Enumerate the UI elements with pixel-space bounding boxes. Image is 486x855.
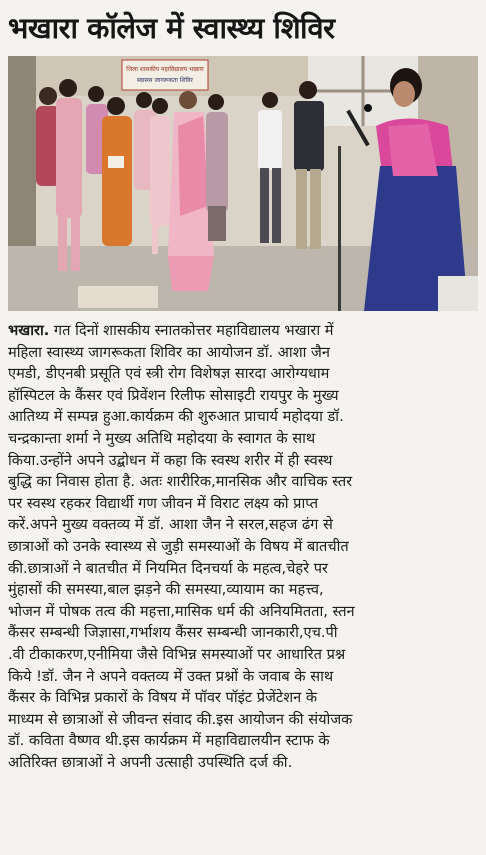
article-line: एमडी, डीएनबी प्रसूति एवं स्त्री रोग विशेषज्ञ सारदा आरोग्यधाम xyxy=(8,365,330,383)
article-line: कैंसर सम्बन्धी जिज्ञासा,गर्भाशय कैंसर सम्बन्धी जानकारी,एच.पी xyxy=(8,624,338,642)
article-line: पर स्वस्थ रहकर विद्यार्थी गण जीवन में विराट लक्ष्य को प्राप्त xyxy=(8,494,319,512)
article-line: महिला स्वास्थ्य जागरूकता शिविर का आयोजन डॉ. आशा जैन xyxy=(8,343,330,361)
article-line: चन्द्रकान्ता शर्मा ने मुख्य अतिथि महोदया के स्वागत के साथ xyxy=(8,429,316,447)
article-line: कैंसर के विभिन्न प्रकारों के विषय में पॉवर पॉइंट प्रेजेंटेशन के xyxy=(8,689,318,707)
article-line: डॉ. कविता वैष्णव थी.इस कार्यक्रम में महाविद्यालयीन स्टाफ के xyxy=(8,732,330,750)
article-line: अतिरिक्त छात्राओं ने अपनी उत्साही उपस्थिति दर्ज की. xyxy=(8,753,293,771)
news-photo xyxy=(8,56,478,311)
article-line: हॉस्पिटल के कैंसर एवं प्रिवेंशन रिलीफ सोसाइटी रायपुर के मुख्य xyxy=(8,386,339,404)
article-line: मुंहासों की समस्या,बाल झड़ने की समस्या,व्यायाम का महत्त्व, xyxy=(8,581,324,599)
article-line: बुद्धि का निवास होता है. अतः शारीरिक,मानसिक और वाचिक स्तर xyxy=(8,473,353,491)
article-line: .वी टीकाकरण,एनीमिया जैसे विभिन्न समस्याओं पर आधारित प्रश्न xyxy=(8,645,346,663)
article-line xyxy=(8,320,478,342)
article-headline: भखारा कॉलेज में स्वास्थ्य शिविर xyxy=(8,11,335,45)
banner-subtext: स्वास्थ्य जागरूकता शिविर xyxy=(137,77,193,84)
article-line: माध्यम से छात्राओं से जीवन्त संवाद की.इस आयोजन की संयोजक xyxy=(8,710,353,728)
article-body xyxy=(8,320,478,850)
dateline: भखारा. xyxy=(8,322,50,339)
article-line: भोजन में पोषक तत्व की महत्ता,मासिक धर्म की अनियमितता, स्तन xyxy=(8,602,355,620)
article-line: किया.उन्होंने अपने उद्बोधन में कहा कि स्वस्थ शरीर में ही स्वस्थ xyxy=(8,451,333,469)
article-line: की.छात्राओं ने बातचीत में नियमित दिनचर्या के महत्व,चेहरे पर xyxy=(8,559,328,577)
article-line: करें.अपने मुख्य वक्तव्य में डॉ. आशा जैन ने सरल,सहज ढंग से xyxy=(8,516,333,534)
banner-text: जिला शासकीय महाविद्यालय भखारा xyxy=(126,66,204,73)
article-line: आतिथ्य में सम्पन्न हुआ.कार्यक्रम की शुरुआत प्राचार्य महोदया डॉ. xyxy=(8,408,344,426)
article-line-text: गत दिनों शासकीय स्नातकोत्तर महाविद्यालय भखारा में xyxy=(53,322,334,339)
article-line: किये !डॉ. जैन ने अपने वक्तव्य में उक्त प्रश्नों के जवाब के साथ xyxy=(8,667,334,685)
article-line: छात्राओं को उनके स्वास्थ्य से जुड़ी समस्याओं के विषय में बातचीत xyxy=(8,537,349,555)
